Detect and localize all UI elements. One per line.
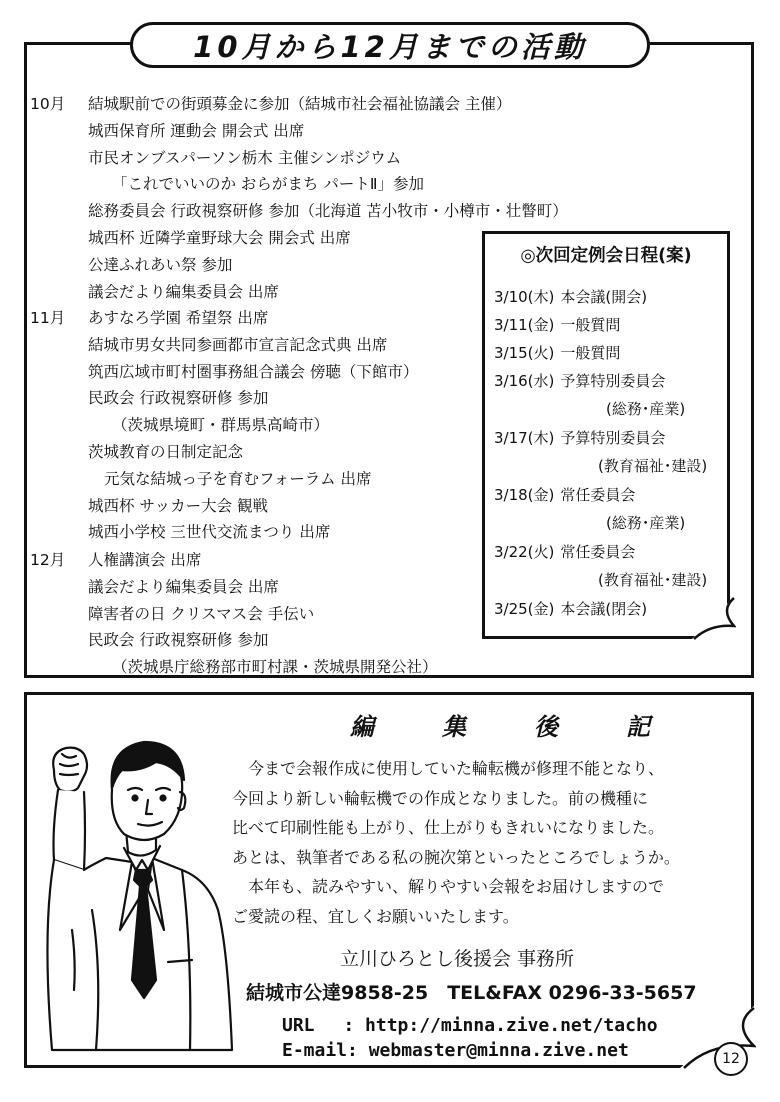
- schedule-event: 予算特別委員会: [560, 429, 666, 447]
- schedule-date: 3/15(火): [494, 344, 555, 362]
- schedule-date: 3/18(金): [494, 486, 555, 504]
- activity-title: 10月から12月までの活動: [130, 22, 650, 68]
- schedule-date: 3/10(木): [494, 288, 555, 306]
- activity-item: あすなろ学園 希望祭 出席: [88, 309, 269, 327]
- activity-item: 市民オンブスパーソン栃木 主催シンポジウム: [88, 148, 402, 167]
- activity-item: 城西杯 近隣学童野球大会 開会式 出席: [88, 229, 351, 247]
- schedule-date: 3/16(水): [494, 372, 555, 390]
- schedule-event: 本会議(開会): [560, 288, 648, 306]
- activity-item: 城西小学校 三世代交流まつり 出席: [88, 523, 331, 542]
- schedule-event: 常任委員会: [560, 486, 636, 504]
- office-email[interactable]: E-mail: webmaster@minna.zive.net: [282, 1040, 629, 1061]
- activity-item: 城西保育所 運動会 開会式 出席: [88, 121, 305, 140]
- schedule-date: 3/22(火): [494, 543, 555, 561]
- afterword-line: 今回より新しい輪転機での作成となりました。前の機種に: [232, 788, 649, 808]
- activity-item: 茨城教育の日制定記念: [88, 443, 244, 461]
- page-curl-icon: [690, 596, 736, 642]
- activity-item: 筑西広域市町村圏事務組合議会 傍聴（下館市）: [88, 362, 419, 381]
- afterword-title-char: 後: [534, 713, 558, 741]
- afterword-line: 本年も、読みやすい、解りやすい会報をお届けしますので: [248, 877, 665, 896]
- schedule-row: [494, 484, 635, 505]
- afterword-title-char: 編: [350, 713, 374, 741]
- schedule-date: 3/17(木): [494, 429, 555, 447]
- month-label: 11月: [30, 309, 66, 327]
- activity-item: （茨城県境町・群馬県高崎市）: [112, 416, 330, 435]
- activity-item: 人権講演会 出席: [88, 551, 202, 569]
- activity-item: 結城駅前での街頭募金に参加（結城市社会福祉協議会 主催）: [88, 95, 512, 113]
- afterword-line: 今まで会報作成に使用していた輪転機が修理不能となり、: [248, 759, 665, 778]
- businessman-illustration: [32, 730, 242, 1060]
- activity-item: 民政会 行政視察研修 参加: [88, 389, 269, 408]
- schedule-committee: (総務･産業): [606, 400, 686, 418]
- schedule-row: [494, 427, 665, 448]
- schedule-title: ◎次回定例会日程(案): [520, 246, 692, 266]
- activity-item: 議会だより編集委員会 出席: [88, 282, 279, 301]
- schedule-row: [494, 314, 620, 335]
- activity-item: 総務委員会 行政視察研修 参加（北海道 苫小牧市・小樽市・壮瞥町）: [88, 202, 568, 221]
- schedule-row: [494, 370, 665, 391]
- schedule-row: [494, 541, 635, 562]
- schedule-event: 一般質問: [560, 344, 621, 362]
- schedule-committee: (教育福祉･建設): [598, 571, 708, 589]
- schedule-date: 3/25(金): [494, 600, 555, 618]
- afterword-line: 比べて印刷性能も上がり、仕上がりもきれいになりました。: [232, 818, 665, 837]
- schedule-committee: (教育福祉･建設): [598, 457, 708, 475]
- schedule-row: [494, 598, 647, 619]
- activity-item: 障害者の日 クリスマス会 手伝い: [88, 604, 315, 623]
- activity-item: 城西杯 サッカー大会 観戦: [88, 496, 269, 515]
- schedule-row: [494, 286, 647, 307]
- activity-item: 民政会 行政視察研修 参加: [88, 631, 269, 650]
- afterword-title-char: 集: [442, 713, 466, 741]
- office-address: 結城市公達9858-25 TEL&FAX 0296-33-5657: [246, 982, 697, 1004]
- afterword-line: ご愛読の程、宜しくお願いいたします。: [232, 906, 519, 926]
- schedule-row: [494, 342, 620, 363]
- afterword-title-char: 記: [626, 713, 650, 741]
- page-number: 12: [714, 1042, 748, 1076]
- schedule-event: 予算特別委員会: [560, 372, 666, 390]
- activity-item: 公達ふれあい祭 参加: [88, 255, 233, 274]
- month-label: 10月: [30, 95, 66, 113]
- activity-item: （茨城県庁総務部市町村課・茨城県開発公社）: [112, 658, 438, 677]
- activity-item: 「これでいいのか おらがまち パートⅡ」参加: [112, 175, 424, 194]
- schedule-date: 3/11(金): [494, 316, 555, 334]
- activity-item: 元気な結城っ子を育むフォーラム 出席: [104, 469, 372, 488]
- afterword-title: [350, 707, 650, 742]
- schedule-committee: (総務･産業): [606, 514, 686, 532]
- schedule-event: 常任委員会: [560, 543, 636, 561]
- month-label: 12月: [30, 551, 66, 569]
- activity-item: 議会だより編集委員会 出席: [88, 577, 279, 596]
- schedule-event: 本会議(閉会): [560, 600, 648, 618]
- afterword-line: あとは、執筆者である私の腕次第といったところでしょうか。: [232, 847, 680, 867]
- activity-item: 結城市男女共同参画都市宣言記念式典 出席: [88, 335, 388, 354]
- office-name: 立川ひろとし後援会 事務所: [340, 948, 575, 970]
- schedule-event: 一般質問: [560, 316, 621, 334]
- office-url[interactable]: URL : http://minna.zive.net/tacho: [282, 1015, 658, 1036]
